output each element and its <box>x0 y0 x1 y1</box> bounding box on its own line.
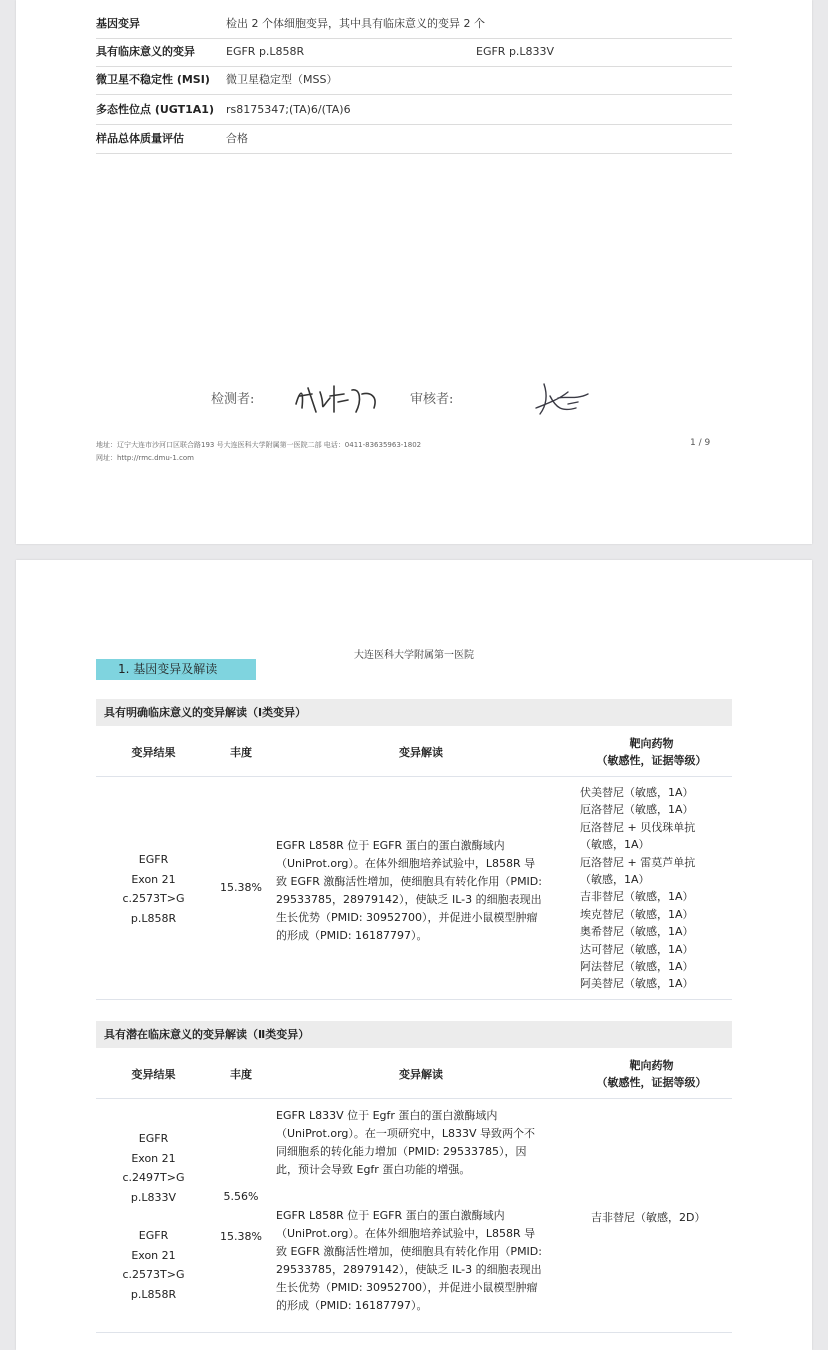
divider <box>96 1098 732 1099</box>
interp-line: （UniProt.org）。在体外细胞培养试验中，L858R 导 <box>276 857 536 870</box>
summary-row-gene-variant <box>96 10 732 39</box>
interp-line: 生长优势（PMID: 30952700），并促进小鼠模型肿瘤 <box>276 911 538 924</box>
class1-band <box>96 699 732 726</box>
header-interpretation: 变异解读 <box>399 746 443 759</box>
summary-label: 微卫星不稳定性 (MSI) <box>96 73 210 86</box>
class1-gene <box>96 850 211 928</box>
class2-abundance-1: 5.56% <box>223 1190 259 1203</box>
interp-line: 的形成（PMID: 16187797）。 <box>276 1299 428 1312</box>
summary-value: EGFR p.L858R <box>226 45 305 58</box>
header-result: 变异结果 <box>131 746 176 759</box>
footer-website: 网址：http://rmc.dmu-1.com <box>96 454 194 462</box>
gene-line: EGFR <box>138 853 169 866</box>
summary-value: 合格 <box>226 132 248 145</box>
drug-line: （敏感，1A） <box>580 838 650 852</box>
gene-line: EGFR <box>138 1229 169 1242</box>
divider <box>96 999 732 1000</box>
reviewer-signature <box>532 378 594 418</box>
class2-abundance-2: 15.38% <box>220 1230 262 1243</box>
summary-label: 基因变异 <box>96 17 140 30</box>
header-interpretation: 变异解读 <box>399 1068 443 1081</box>
summary-value: rs8175347;(TA)6/(TA)6 <box>226 103 351 116</box>
summary-label: 多态性位点 (UGT1A1) <box>96 103 214 116</box>
gene-line: Exon 21 <box>131 1151 176 1165</box>
gene-line: p.L858R <box>130 911 177 925</box>
drug-line: 埃克替尼（敏感，1A） <box>580 907 694 921</box>
summary-label: 具有临床意义的变异 <box>96 45 195 58</box>
class1-title: 具有明确临床意义的变异解读（Ⅰ类变异） <box>104 706 307 719</box>
interp-line: 生长优势（PMID: 30952700），并促进小鼠模型肿瘤 <box>276 1281 538 1294</box>
drug-line: （敏感，1A） <box>580 873 650 887</box>
interp-line: 29533785，28979142），使缺乏 IL-3 的细胞表现出 <box>276 1263 542 1276</box>
interp-line: 29533785，28979142），使缺乏 IL-3 的细胞表现出 <box>276 893 542 906</box>
interp-line: （UniProt.org）。在一项研究中，L833V 导致两个不 <box>276 1127 536 1140</box>
class2-gene-2 <box>96 1226 211 1304</box>
class2-interpretation-2 <box>276 1207 576 1315</box>
section-title <box>96 659 256 680</box>
class2-drug: 吉非替尼（敏感，2D） <box>591 1211 706 1224</box>
gene-line: EGFR <box>138 1132 169 1145</box>
header-drug-line2: （敏感性，证据等级） <box>596 1076 707 1089</box>
gene-line: c.2573T>G <box>122 1268 185 1281</box>
reviewer-label: 审核者: <box>410 392 454 407</box>
header-drug-line1: 靶向药物 <box>629 737 674 750</box>
gene-line: p.L858R <box>130 1287 177 1301</box>
summary-row-clinical-variants <box>96 38 732 67</box>
class1-abundance: 15.38% <box>220 881 262 894</box>
interp-line: EGFR L858R 位于 EGFR 蛋白的蛋白激酶域内 <box>276 839 505 852</box>
header-result: 变异结果 <box>131 1068 176 1081</box>
interp-line: （UniProt.org）。在体外细胞培养试验中，L858R 导 <box>276 1227 536 1240</box>
gene-line: p.L833V <box>130 1190 177 1204</box>
section-title-text: 1. 基因变异及解读 <box>118 662 218 676</box>
header-drug-line2: （敏感性，证据等级） <box>596 754 707 767</box>
class1-interpretation <box>276 837 576 945</box>
drug-line: 伏美替尼（敏感，1A） <box>580 786 694 799</box>
report-page-1 <box>16 0 812 544</box>
interp-line: EGFR L858R 位于 EGFR 蛋白的蛋白激酶域内 <box>276 1209 505 1222</box>
divider <box>96 1332 732 1333</box>
summary-label: 样品总体质量评估 <box>96 132 184 145</box>
drug-line: 阿法替尼（敏感，1A） <box>580 960 694 974</box>
hospital-name: 大连医科大学附属第一医院 <box>354 650 474 661</box>
footer-address: 地址：辽宁大连市沙河口区联合路193 号大连医科大学附属第一医院二部 电话：0411-83635963-1802 <box>96 441 422 449</box>
interp-line: 此，预计会导致 Egfr 蛋白功能的增强。 <box>276 1163 471 1176</box>
header-drug <box>571 1057 732 1091</box>
drug-line: 吉非替尼（敏感，1A） <box>580 890 694 904</box>
class2-title: 具有潜在临床意义的变异解读（Ⅱ类变异） <box>104 1028 310 1041</box>
interp-line: 致 EGFR 激酶活性增加，使细胞具有转化作用（PMID: <box>276 1245 542 1258</box>
class1-drugs <box>580 784 732 993</box>
tester-signature <box>290 378 390 418</box>
report-page-2 <box>16 560 812 1350</box>
gene-line: c.2573T>G <box>122 892 185 905</box>
gene-line: Exon 21 <box>131 1248 176 1262</box>
class2-gene-1 <box>96 1129 211 1207</box>
drug-line: 奥希替尼（敏感，1A） <box>580 925 694 939</box>
interp-line: EGFR L833V 位于 Egfr 蛋白的蛋白激酶域内 <box>276 1109 498 1122</box>
header-drug-line1: 靶向药物 <box>629 1059 674 1072</box>
drug-line: 厄洛替尼 + 雷莫芦单抗 <box>580 855 696 869</box>
header-abundance: 丰度 <box>230 746 252 759</box>
class2-band <box>96 1021 732 1048</box>
class2-interpretation-1 <box>276 1107 576 1179</box>
summary-row-quality <box>96 125 732 154</box>
summary-value: 微卫星稳定型（MSS） <box>226 73 338 86</box>
interp-line: 致 EGFR 激酶活性增加，使细胞具有转化作用（PMID: <box>276 875 542 888</box>
header-drug <box>571 735 732 769</box>
summary-row-msi <box>96 66 732 95</box>
page-number: 1 / 9 <box>690 438 711 448</box>
drug-line: 阿美替尼（敏感，1A） <box>580 977 694 991</box>
drug-line: 厄洛替尼（敏感，1A） <box>580 803 694 817</box>
interp-line: 的形成（PMID: 16187797）。 <box>276 929 428 942</box>
summary-value-2: EGFR p.L833V <box>476 45 555 58</box>
tester-label: 检测者: <box>211 392 255 407</box>
gene-line: Exon 21 <box>131 872 176 886</box>
interp-line: 同细胞系的转化能力增加（PMID: 29533785），因 <box>276 1145 527 1158</box>
gene-line: c.2497T>G <box>122 1171 185 1184</box>
summary-value: 检出 2 个体细胞变异，其中具有临床意义的变异 2 个 <box>226 17 485 30</box>
summary-row-ugt1a1 <box>96 96 732 125</box>
drug-line: 厄洛替尼 + 贝伐珠单抗 <box>580 820 696 834</box>
drug-line: 达可替尼（敏感，1A） <box>580 942 694 956</box>
header-abundance: 丰度 <box>230 1068 252 1081</box>
divider <box>96 776 732 777</box>
